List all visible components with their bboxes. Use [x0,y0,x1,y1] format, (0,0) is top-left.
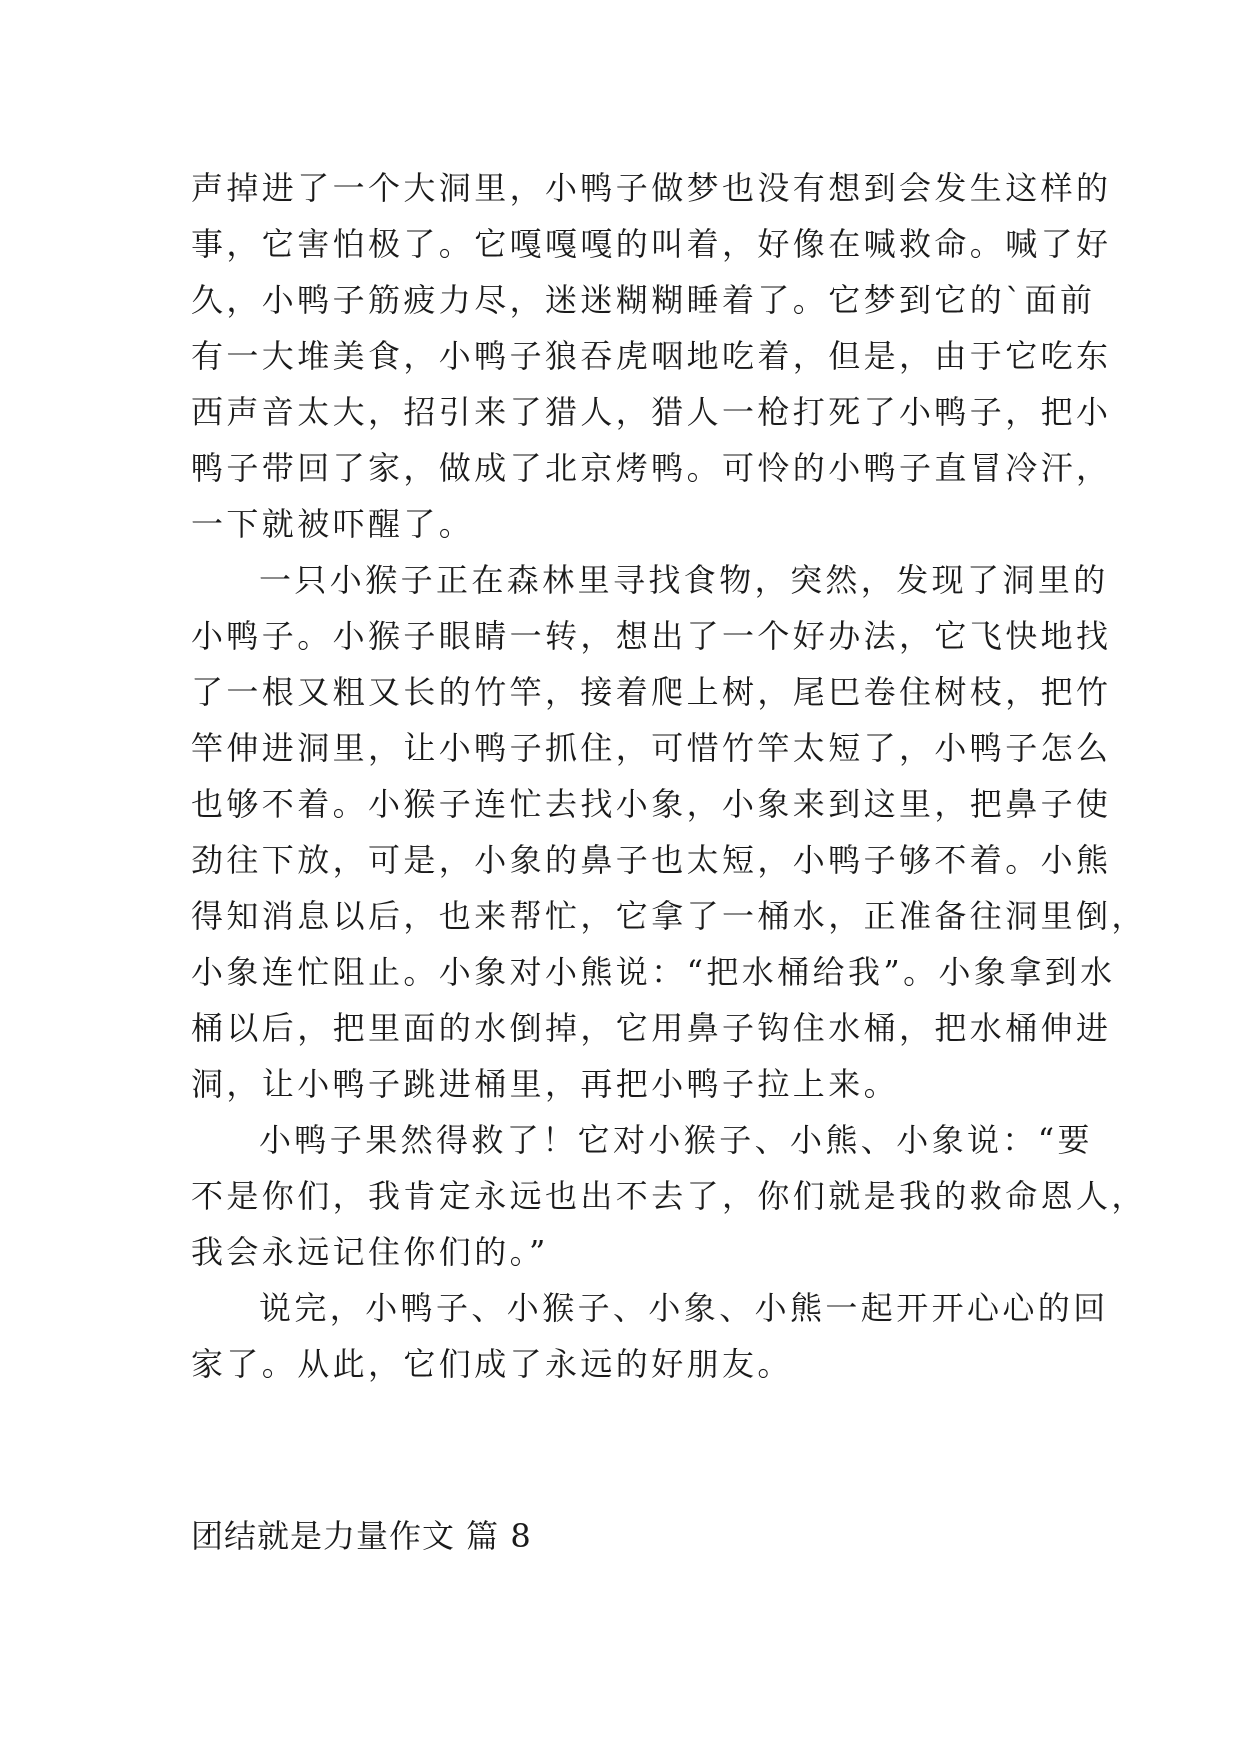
text-line: 西声音太大，招引来了猎人，猎人一枪打死了小鸭子，把小 [191,393,1112,431]
text-line: 小象连忙阻止。小象对小熊说：“把水桶给我”。小象拿到水 [191,953,1116,991]
paragraph-start-line: 说完，小鸭子、小猴子、小象、小熊一起开开心心的回 [259,1289,1109,1327]
text-line: 得知消息以后，也来帮忙，它拿了一桶水，正准备往洞里倒， [191,897,1147,935]
text-line: 小鸭子。小猴子眼睛一转，想出了一个好办法，它飞快地找 [191,617,1112,655]
text-line: 桶以后，把里面的水倒掉，它用鼻子钩住水桶，把水桶伸进 [191,1009,1112,1047]
text-line: 事，它害怕极了。它嘎嘎嘎的叫着，好像在喊救命。喊了好 [191,225,1112,263]
text-line: 鸭子带回了家，做成了北京烤鸭。可怜的小鸭子直冒冷汗， [191,449,1112,487]
text-line: 了一根又粗又长的竹竿，接着爬上树，尾巴卷住树枝，把竹 [191,673,1112,711]
text-line: 劲往下放，可是，小象的鼻子也太短，小鸭子够不着。小熊 [191,841,1112,879]
text-line: 洞，让小鸭子跳进桶里，再把小鸭子拉上来。 [191,1065,900,1103]
text-line: 家了。从此，它们成了永远的好朋友。 [191,1345,793,1383]
text-line: 也够不着。小猴子连忙去找小象，小象来到这里，把鼻子使 [191,785,1112,823]
text-line: 有一大堆美食，小鸭子狼吞虎咽地吃着，但是，由于它吃东 [191,337,1112,375]
text-line: 不是你们，我肯定永远也出不去了，你们就是我的救命恩人， [191,1177,1147,1215]
text-line: 声掉进了一个大洞里，小鸭子做梦也没有想到会发生这样的 [191,169,1112,207]
section-heading: 团结就是力量作文 篇 8 [191,1517,532,1555]
text-line: 一下就被吓醒了。 [191,505,475,543]
text-line: 竿伸进洞里，让小鸭子抓住，可惜竹竿太短了，小鸭子怎么 [191,729,1112,767]
text-line: 我会永远记住你们的。” [191,1233,549,1271]
paragraph-start-line: 一只小猴子正在森林里寻找食物，突然，发现了洞里的 [259,561,1109,599]
text-line: 久，小鸭子筋疲力尽，迷迷糊糊睡着了。它梦到它的`面前 [191,281,1096,319]
story-text [191,160,1147,1392]
paragraph-start-line: 小鸭子果然得救了！它对小猴子、小熊、小象说：“要 [259,1121,1093,1159]
